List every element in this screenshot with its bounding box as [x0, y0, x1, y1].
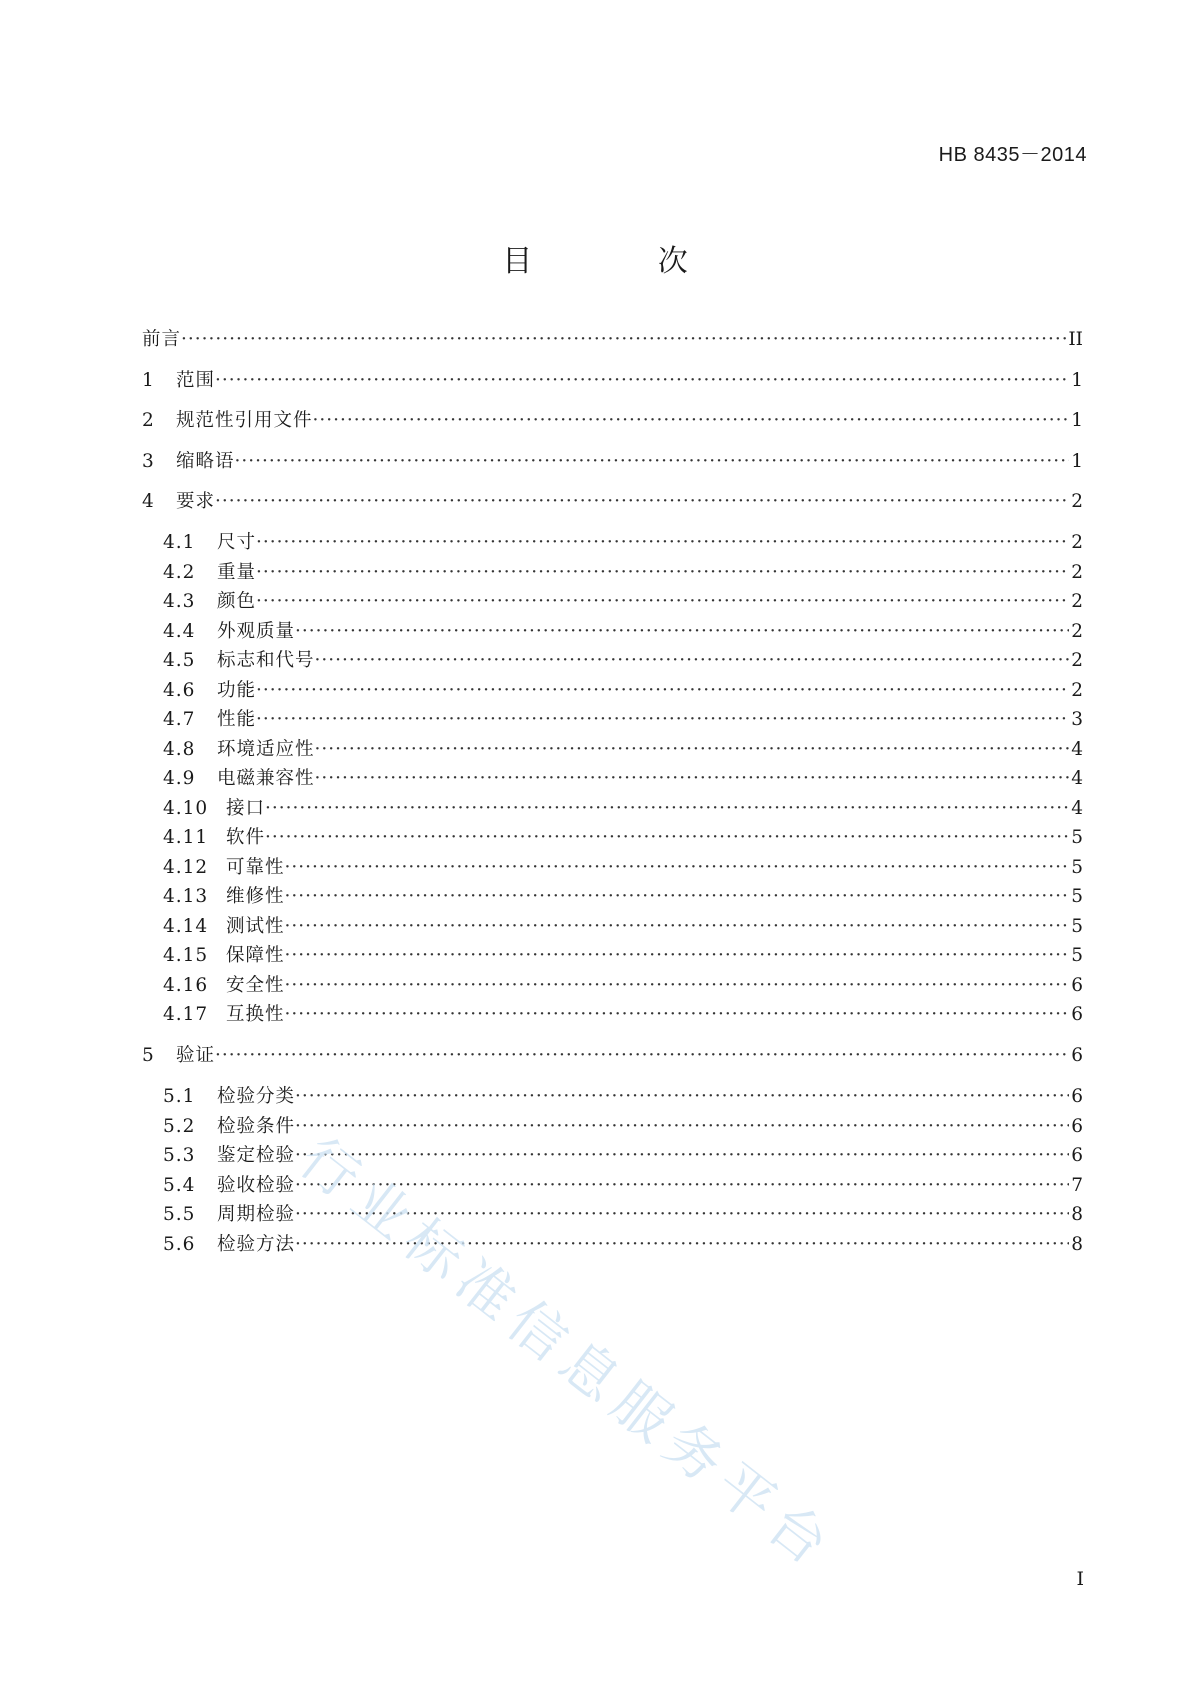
toc-entry[interactable]: [142, 1043, 1083, 1069]
toc-entry[interactable]: [163, 855, 1083, 881]
toc-entry-number: 4.7: [163, 709, 196, 730]
toc-entry-page: 4: [1071, 738, 1083, 760]
toc-entry-number: 4.12: [163, 856, 209, 878]
toc-entry-number: 5.2: [163, 1115, 196, 1137]
toc-entry-number: 4.16: [163, 974, 209, 996]
toc-entry[interactable]: [163, 589, 1083, 615]
toc-dot-leader: [181, 327, 1066, 353]
toc-dot-leader: [215, 368, 1069, 394]
watermark: 行业标准信息服务平台: [287, 1125, 848, 1584]
toc-entry-number: 4.13: [163, 886, 209, 907]
toc-entry-number: 4.2: [163, 561, 196, 583]
toc-dot-leader: [256, 707, 1069, 733]
toc-entry-page: 5: [1071, 856, 1083, 878]
toc-entry-page: 2: [1071, 491, 1083, 512]
toc-entry-title: 尺寸: [217, 532, 257, 553]
toc-dot-leader: [265, 825, 1069, 851]
toc-dot-leader: [295, 1232, 1069, 1258]
toc-entry-title: 鉴定检验: [217, 1145, 296, 1166]
toc-entry-number: 4: [142, 491, 155, 512]
toc-entry-page: 2: [1071, 679, 1083, 701]
toc-dot-leader: [285, 855, 1070, 881]
toc-entry-page: 3: [1071, 709, 1083, 730]
toc-entry-number: 4.9: [163, 768, 196, 789]
toc-entry-number: 4.11: [163, 827, 209, 848]
toc-entry-title: 外观质量: [217, 620, 296, 642]
toc-entry-page: 2: [1071, 591, 1083, 612]
toc-entry[interactable]: [142, 449, 1083, 475]
toc-entry-page: 6: [1071, 974, 1083, 996]
toc-entry[interactable]: [163, 884, 1083, 910]
toc-entry-page: 6: [1071, 1004, 1083, 1025]
toc-entry[interactable]: [163, 1202, 1083, 1228]
toc-entry-page: 1: [1071, 369, 1083, 391]
toc-entry-number: 4.6: [163, 679, 196, 701]
toc-entry-number: 5.3: [163, 1145, 196, 1166]
toc-dot-leader: [295, 1114, 1069, 1140]
toc-dot-leader: [285, 914, 1070, 940]
toc-entry-page: 1: [1071, 450, 1083, 472]
toc-entry[interactable]: [163, 530, 1083, 556]
toc-dot-leader: [285, 1002, 1070, 1028]
toc-entry-title: 可靠性: [226, 856, 285, 878]
toc-entry-page: 2: [1071, 532, 1083, 553]
toc-entry-page: 5: [1071, 945, 1083, 966]
toc-dot-leader: [315, 766, 1070, 792]
toc-entry-title: 安全性: [226, 974, 285, 996]
toc-dot-leader: [285, 943, 1070, 969]
toc-entry-number: 1: [142, 369, 155, 391]
toc-entry[interactable]: [163, 766, 1083, 792]
toc-entry[interactable]: [163, 1114, 1083, 1140]
toc-entry-title: 缩略语: [176, 450, 235, 472]
toc-entry-page: 6: [1071, 1045, 1083, 1066]
toc-dot-leader: [215, 489, 1069, 515]
toc-dot-leader: [295, 619, 1069, 645]
toc-entry[interactable]: [163, 796, 1083, 822]
standard-code: HB 8435－2014: [938, 144, 1087, 166]
toc-entry[interactable]: [142, 489, 1083, 515]
toc-entry-page: 6: [1071, 1086, 1083, 1107]
toc-dot-leader: [313, 408, 1070, 434]
toc-entry[interactable]: [163, 825, 1083, 851]
page-number: I: [1076, 1568, 1084, 1590]
toc-entry-page: 6: [1071, 1115, 1083, 1137]
toc-entry-number: 4.15: [163, 945, 209, 966]
toc-entry-title: 环境适应性: [217, 738, 315, 760]
toc-entry-page: 7: [1071, 1174, 1083, 1196]
toc-entry-page: 8: [1071, 1204, 1083, 1225]
toc-entry-title: 要求: [176, 491, 216, 512]
toc-entry-number: 5.6: [163, 1233, 196, 1255]
toc-entry-page: 5: [1071, 827, 1083, 848]
toc-dot-leader: [256, 560, 1069, 586]
toc-entry[interactable]: [142, 327, 1083, 353]
toc-entry[interactable]: [163, 1173, 1083, 1199]
toc-entry-title: 检验条件: [217, 1115, 296, 1137]
toc-entry[interactable]: [163, 648, 1083, 674]
toc-entry[interactable]: [163, 737, 1083, 763]
toc-entry-page: 2: [1071, 620, 1083, 642]
toc-entry-number: 3: [142, 450, 155, 472]
toc-entry-title: 颜色: [217, 591, 257, 612]
toc-entry-page: 5: [1071, 886, 1083, 907]
toc-entry-number: 5.4: [163, 1174, 196, 1196]
toc-entry-number: 5.5: [163, 1204, 196, 1225]
toc-entry[interactable]: [163, 619, 1083, 645]
toc-dot-leader: [265, 796, 1069, 822]
toc-entry-number: 4.3: [163, 591, 196, 612]
toc-entry-page: II: [1068, 329, 1083, 350]
toc-entry-title: 周期检验: [217, 1204, 296, 1225]
toc-entry-number: 4.8: [163, 738, 196, 760]
toc-dot-leader: [295, 1202, 1069, 1228]
toc-entry[interactable]: [163, 1084, 1083, 1110]
toc-entry-page: 8: [1071, 1233, 1083, 1255]
toc-entry-number: 2: [142, 410, 155, 431]
toc-entry-title: 重量: [217, 561, 257, 583]
toc-dot-leader: [256, 678, 1069, 704]
toc-entry[interactable]: [163, 560, 1083, 586]
toc-dot-leader: [295, 1173, 1069, 1199]
toc-entry-number: 4.17: [163, 1004, 209, 1025]
toc-entry-title: 接口: [226, 797, 266, 819]
toc-dot-leader: [256, 530, 1069, 556]
toc-entry[interactable]: [163, 1143, 1083, 1169]
toc-entry-page: 2: [1071, 650, 1083, 671]
toc-entry[interactable]: [163, 1232, 1083, 1258]
toc-dot-leader: [295, 1143, 1069, 1169]
toc-dot-leader: [256, 589, 1069, 615]
toc-entry-title: 功能: [217, 679, 257, 701]
toc-entry[interactable]: [142, 408, 1083, 434]
toc-entry-title: 验收检验: [217, 1174, 296, 1196]
toc-dot-leader: [295, 1084, 1069, 1110]
toc-entry-page: 4: [1071, 768, 1083, 789]
toc-entry[interactable]: [163, 707, 1083, 733]
toc-entry-title: 范围: [176, 369, 216, 391]
toc-entry-page: 1: [1071, 410, 1083, 431]
toc-entry-title: 前言: [142, 329, 182, 350]
toc-entry[interactable]: [142, 368, 1083, 394]
toc-entry-title: 标志和代号: [217, 650, 315, 671]
toc-entry[interactable]: [163, 973, 1083, 999]
toc-dot-leader: [315, 737, 1070, 763]
toc-entry-title: 规范性引用文件: [176, 410, 313, 431]
toc-entry-number: 4.5: [163, 650, 196, 671]
toc-entry-title: 电磁兼容性: [217, 768, 315, 789]
toc-entry-number: 4.10: [163, 797, 209, 819]
toc-entry-page: 5: [1071, 915, 1083, 937]
toc-dot-leader: [315, 648, 1070, 674]
toc-entry[interactable]: [163, 678, 1083, 704]
toc-entry-title: 检验分类: [217, 1086, 296, 1107]
toc-entry[interactable]: [163, 943, 1083, 969]
toc-entry-title: 验证: [176, 1045, 216, 1066]
toc-entry-number: 5: [142, 1045, 155, 1066]
toc-entry-number: 5.1: [163, 1086, 196, 1107]
toc-dot-leader: [215, 1043, 1069, 1069]
toc-entry-page: 2: [1071, 561, 1083, 583]
toc-entry-number: 4.1: [163, 532, 196, 553]
toc-dot-leader: [285, 884, 1070, 910]
toc-dot-leader: [285, 973, 1070, 999]
toc-entry[interactable]: [163, 914, 1083, 940]
toc-entry-title: 性能: [217, 709, 257, 730]
toc-entry-title: 软件: [226, 827, 266, 848]
toc-entry-title: 测试性: [226, 915, 285, 937]
toc-entry-number: 4.14: [163, 915, 209, 937]
toc-dot-leader: [235, 449, 1070, 475]
toc-entry-title: 检验方法: [217, 1233, 296, 1255]
toc-entry[interactable]: [163, 1002, 1083, 1028]
toc-entry-number: 4.4: [163, 620, 196, 642]
toc-entry-title: 维修性: [226, 886, 285, 907]
page-title: 目 次: [502, 244, 746, 279]
toc-entry-title: 互换性: [226, 1004, 285, 1025]
toc-entry-page: 4: [1071, 797, 1083, 819]
toc-entry-title: 保障性: [226, 945, 285, 966]
toc-entry-page: 6: [1071, 1145, 1083, 1166]
